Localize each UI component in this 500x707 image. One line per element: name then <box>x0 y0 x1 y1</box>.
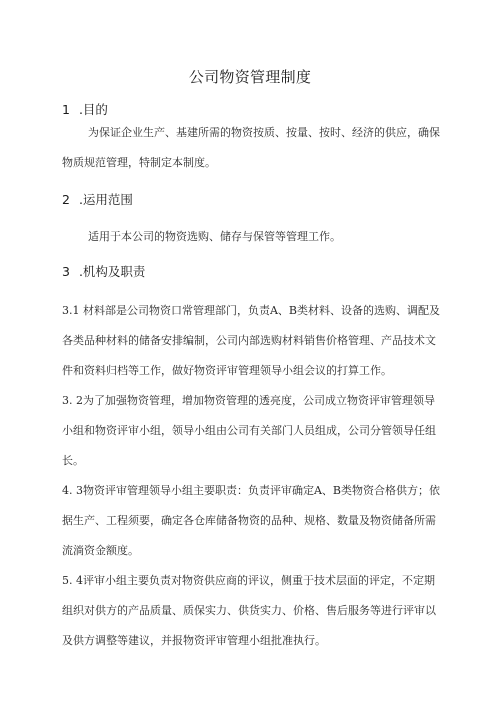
paragraph-line: 流淌资金额度。 <box>62 544 139 557</box>
clause-3-1 <box>62 296 440 386</box>
paragraph-line: 3.1 材料部是公司物资口常管理部门，负责A、B类材料、设备的选购、调配及 <box>62 304 441 317</box>
section-scope-body <box>88 222 341 252</box>
paragraph-line: 件和资料归档等工作，做好物资评审管理领导小组会议的打算工作。 <box>62 364 392 377</box>
paragraph-line: 据生产、工程须要，确定各仓库储备物资的品种、规格、数量及物资储备所需 <box>62 514 436 527</box>
paragraph-line: 物质规范管理，特制定本制度。 <box>62 156 216 169</box>
section-number: 1 <box>62 102 70 117</box>
section-title: .机构及职责 <box>78 264 146 279</box>
section-heading-scope <box>62 190 133 208</box>
clause-5-4 <box>62 566 436 656</box>
document-title: 公司物资管理制度 <box>188 68 312 86</box>
paragraph-line: 长。 <box>62 454 84 467</box>
section-title: .运用范围 <box>78 192 133 207</box>
paragraph-line: 小组和物资评审小组，领导小组由公司有关部门人员组成，公司分管领导任组 <box>62 424 436 437</box>
paragraph-line: 为保证企业生产、基建所需的物资按质、按量、按时、经济的供应，确保 <box>88 126 440 139</box>
paragraph-line: 及供方调整等建议，并报物资评审管理小组批准执行。 <box>62 634 326 647</box>
clause-3-2 <box>62 386 436 476</box>
paragraph-line: 3. 2为了加强物资管理，增加物资管理的透亮度，公司成立物资评审管理领导 <box>62 394 435 407</box>
section-number: 2 <box>62 192 70 207</box>
section-title: .目的 <box>78 102 108 117</box>
section-heading-purpose <box>62 100 108 118</box>
paragraph-line: 适用于本公司的物资选购、储存与保管等管理工作。 <box>88 230 341 243</box>
clause-4-3 <box>62 476 440 566</box>
paragraph-line: 组织对供方的产品质量、质保实力、供货实力、价格、售后服务等进行评审以 <box>62 604 436 617</box>
paragraph-line: 4. 3物资评审管理领导小组主要职责：负责评审确定A、B类物资合格供方；依 <box>62 484 441 497</box>
section-purpose-body <box>62 118 440 178</box>
paragraph-line: 5. 4评审小组主要负责对物资供应商的评议，侧重于技术层面的评定，不定期 <box>62 574 435 587</box>
paragraph-line: 各类品种材料的储备安排编制，公司内部选购材料销售价格管理、产品技术文 <box>62 334 436 347</box>
section-heading-organization <box>62 262 145 280</box>
section-number: 3 <box>62 264 70 279</box>
